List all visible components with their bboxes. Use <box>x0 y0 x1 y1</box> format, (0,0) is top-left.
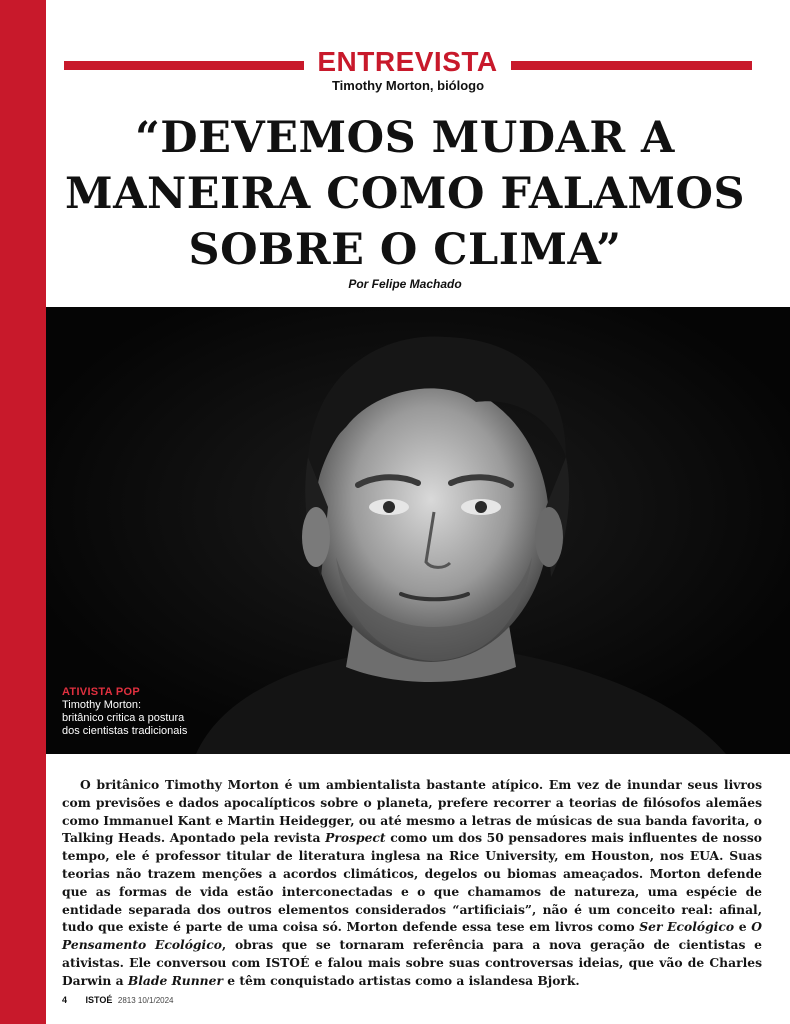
body-text-3: e <box>734 919 752 935</box>
issue-info: 2813 10/1/2024 <box>117 996 174 1005</box>
caption-line-2: britânico critica a postura <box>62 712 185 724</box>
headline-line-3: SOBRE O CLIMA” <box>188 225 622 275</box>
headline-line-2: MANEIRA COMO FALAMOS <box>64 169 745 219</box>
headline-line-1: “DEVEMOS MUDAR A <box>135 113 675 163</box>
section-label: ENTREVISTA <box>317 46 498 77</box>
body-italic-3: O Pensamento Ecológico <box>62 919 763 953</box>
body-text-2: como um dos 50 pensadores mais influentes de nosso tempo, ele é professor titular de literatura inglesa na Rice University, em Houston, nos EUA. Suas teorias não trazem menções a acordos climáticos, degelos ou biomas ameaçados. Morton defende que as formas de vida estão interconectadas e o que chamamos de natureza, uma espécie de entidade separada dos outros elementos considerados “artificiais”, não é um conceito real: afinal, tudo que existe é parte de uma coisa só. Morton defende essa tese em livros como <box>62 830 762 935</box>
body-italic-4: Blade Runner <box>127 972 223 988</box>
body-text-4: , obras que se tornaram referência para a nova geração de cientistas e ativistas. Ele conversou com ISTOÉ e falou mais sobre suas controversas ideias, que vão de Charles Darwin a <box>62 937 762 988</box>
caption-kicker: ATIVISTA POP <box>62 686 140 698</box>
headline <box>50 110 760 278</box>
caption-line-3: dos cientistas tradicionais <box>62 725 188 737</box>
magazine-name: ISTOÉ <box>85 995 113 1005</box>
body-italic-2: Ser Ecológico <box>639 919 735 935</box>
body-italic-1: Prospect <box>325 830 386 846</box>
photo-caption <box>62 686 252 738</box>
section-rule-right <box>511 61 752 70</box>
left-accent-bar <box>0 0 46 1024</box>
caption-line-1: Timothy Morton: <box>62 699 142 711</box>
section-rule-left <box>64 61 304 70</box>
article-intro <box>62 776 762 990</box>
page-number: 4 <box>62 995 68 1005</box>
page-footer <box>62 995 174 1005</box>
interview-subject: Timothy Morton, biólogo <box>331 78 485 93</box>
body-text-1: O britânico Timothy Morton é um ambientalista bastante atípico. Em vez de inundar seus livros com previsões e dados apocalípticos sobre o planeta, prefere recorrer a teorias de filósofos alemães como Immanuel Kant e Martin Heidegger, ou até mesmo a letras de músicas de sua banda favorita, o Talking Heads. Apontado pela revista <box>62 777 762 846</box>
byline: Por Felipe Machado <box>348 277 462 291</box>
body-text-5: e têm conquistado artistas como a islandesa Bjork. <box>222 972 580 988</box>
